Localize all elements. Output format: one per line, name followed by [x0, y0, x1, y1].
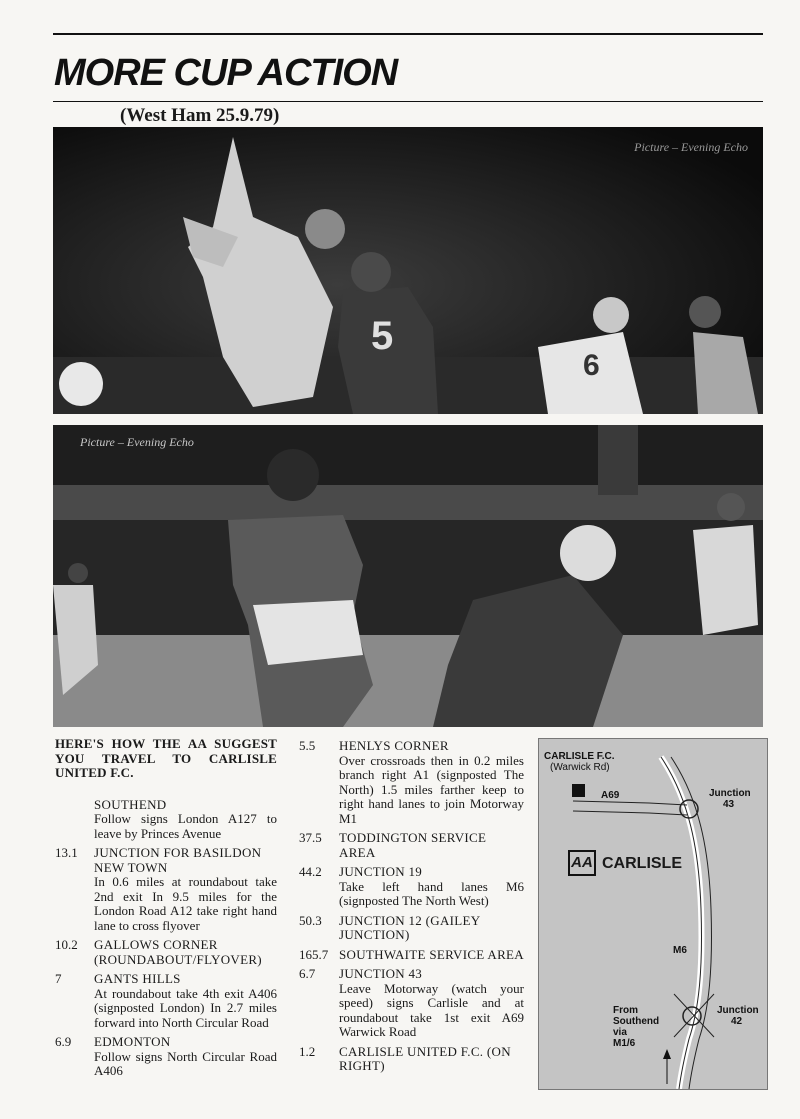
route-entry — [299, 831, 524, 860]
route-entry — [299, 914, 524, 943]
route-miles: 6.9 — [55, 1034, 72, 1049]
route-miles: 1.2 — [299, 1043, 316, 1059]
route-instruction: Leave Motorway (watch your speed) signs Carlisle and at roundabout take 1st exit A69 Warwick Road — [339, 980, 524, 1039]
map-from-place: Southend — [613, 1016, 660, 1027]
route-instruction: Follow signs London A127 to leave by Princes Avenue — [94, 811, 277, 841]
route-place: CARLISLE UNITED F.C. (ON RIGHT) — [339, 1043, 511, 1073]
map-from-via: via — [613, 1027, 627, 1038]
route-instruction: Take left hand lanes M6 (signposted The North West) — [339, 878, 524, 908]
route-place: SOUTHWAITE SERVICE AREA — [339, 946, 524, 962]
route-instruction: At roundabout take 4th exit A406 (signposted London) In 2.7 miles forward into North Circular Road — [94, 985, 277, 1030]
route-entry — [55, 798, 277, 842]
page-headline: MORE CUP ACTION — [54, 52, 398, 94]
map-a69-label: A69 — [601, 790, 620, 801]
football — [59, 362, 103, 406]
route-place: JUNCTION 19 — [339, 864, 423, 879]
map-from-route: M1/6 — [613, 1038, 636, 1049]
photo-bottom-illustration — [53, 425, 763, 727]
map-club-label: CARLISLE F.C. — [544, 751, 615, 762]
shirt-number-6: 6 — [583, 349, 600, 382]
route-miles: 7 — [55, 971, 62, 986]
route-instruction: Over crossroads then in 0.2 miles branch right A1 (signposted The North) 1.5 miles farther keep to right hand lanes to join Motorway M1 — [339, 752, 524, 826]
shirt-number-5: 5 — [371, 314, 394, 358]
route-place: JUNCTION FOR BASILDON NEW TOWN — [94, 845, 262, 875]
club-location-marker — [572, 784, 585, 797]
route-entry — [299, 865, 524, 909]
headline-rule — [53, 101, 763, 102]
route-entry — [55, 972, 277, 1030]
route-place: JUNCTION 12 (GAILEY JUNCTION) — [339, 912, 480, 942]
route-miles: 44.2 — [299, 864, 322, 879]
route-place: SOUTHEND — [94, 796, 167, 812]
photo-bottom-caption: Picture – Evening Echo — [80, 435, 194, 449]
route-entry — [55, 1035, 277, 1079]
top-rule — [53, 33, 763, 35]
route-place: HENLYS CORNER — [339, 738, 449, 753]
aa-logo: AA — [568, 850, 596, 876]
route-miles: 165.7 — [299, 946, 329, 962]
route-entry — [299, 948, 524, 963]
route-entry — [299, 739, 524, 826]
map-club-road: (Warwick Rd) — [550, 762, 610, 773]
photo-top-caption: Picture – Evening Echo — [634, 140, 748, 154]
map-junction-42-label: Junction — [717, 1005, 759, 1016]
map-junction-43-label: Junction — [709, 788, 751, 799]
photo-top-illustration — [53, 127, 763, 414]
route-place: GANTS HILLS — [94, 971, 181, 986]
route-instruction: Follow signs North Circular Road A406 — [94, 1048, 277, 1078]
route-entry — [55, 846, 277, 933]
map-city-label: CARLISLE — [602, 855, 682, 872]
route-miles: 50.3 — [299, 912, 322, 928]
route-miles: 5.5 — [299, 738, 316, 753]
route-place: GALLOWS CORNER (ROUNDABOUT/FLYOVER) — [94, 937, 262, 967]
route-miles: 13.1 — [55, 845, 78, 860]
route-miles: 10.2 — [55, 937, 78, 952]
map-m6-label: M6 — [673, 945, 687, 956]
route-instruction: In 0.6 miles at roundabout take 2nd exit In 9.5 miles for the London Road A12 take right hand lane to cross flyover — [94, 874, 277, 933]
map-junction-42-number: 42 — [731, 1016, 743, 1027]
route-intro: HERE'S HOW THE AA SUGGEST YOU TRAVEL TO CARLISLE UNITED F.C. — [55, 736, 277, 780]
route-place: TODDINGTON SERVICE AREA — [339, 830, 487, 860]
match-subtitle: (West Ham 25.9.79) — [120, 105, 280, 126]
route-column-1 — [55, 737, 277, 1084]
route-place: EDMONTON — [94, 1034, 171, 1049]
route-entry — [299, 967, 524, 1040]
route-miles: 6.7 — [299, 966, 316, 981]
route-miles — [55, 798, 94, 842]
match-photo-bottom — [53, 425, 763, 727]
match-photo-top — [53, 127, 763, 414]
route-place: JUNCTION 43 — [339, 966, 423, 981]
route-map — [538, 738, 768, 1090]
route-entry — [299, 1045, 524, 1074]
route-miles: 37.5 — [299, 830, 322, 845]
map-from-label: From — [613, 1005, 638, 1016]
route-column-2 — [299, 739, 524, 1079]
map-junction-43-number: 43 — [723, 799, 735, 810]
route-entry — [55, 938, 277, 967]
